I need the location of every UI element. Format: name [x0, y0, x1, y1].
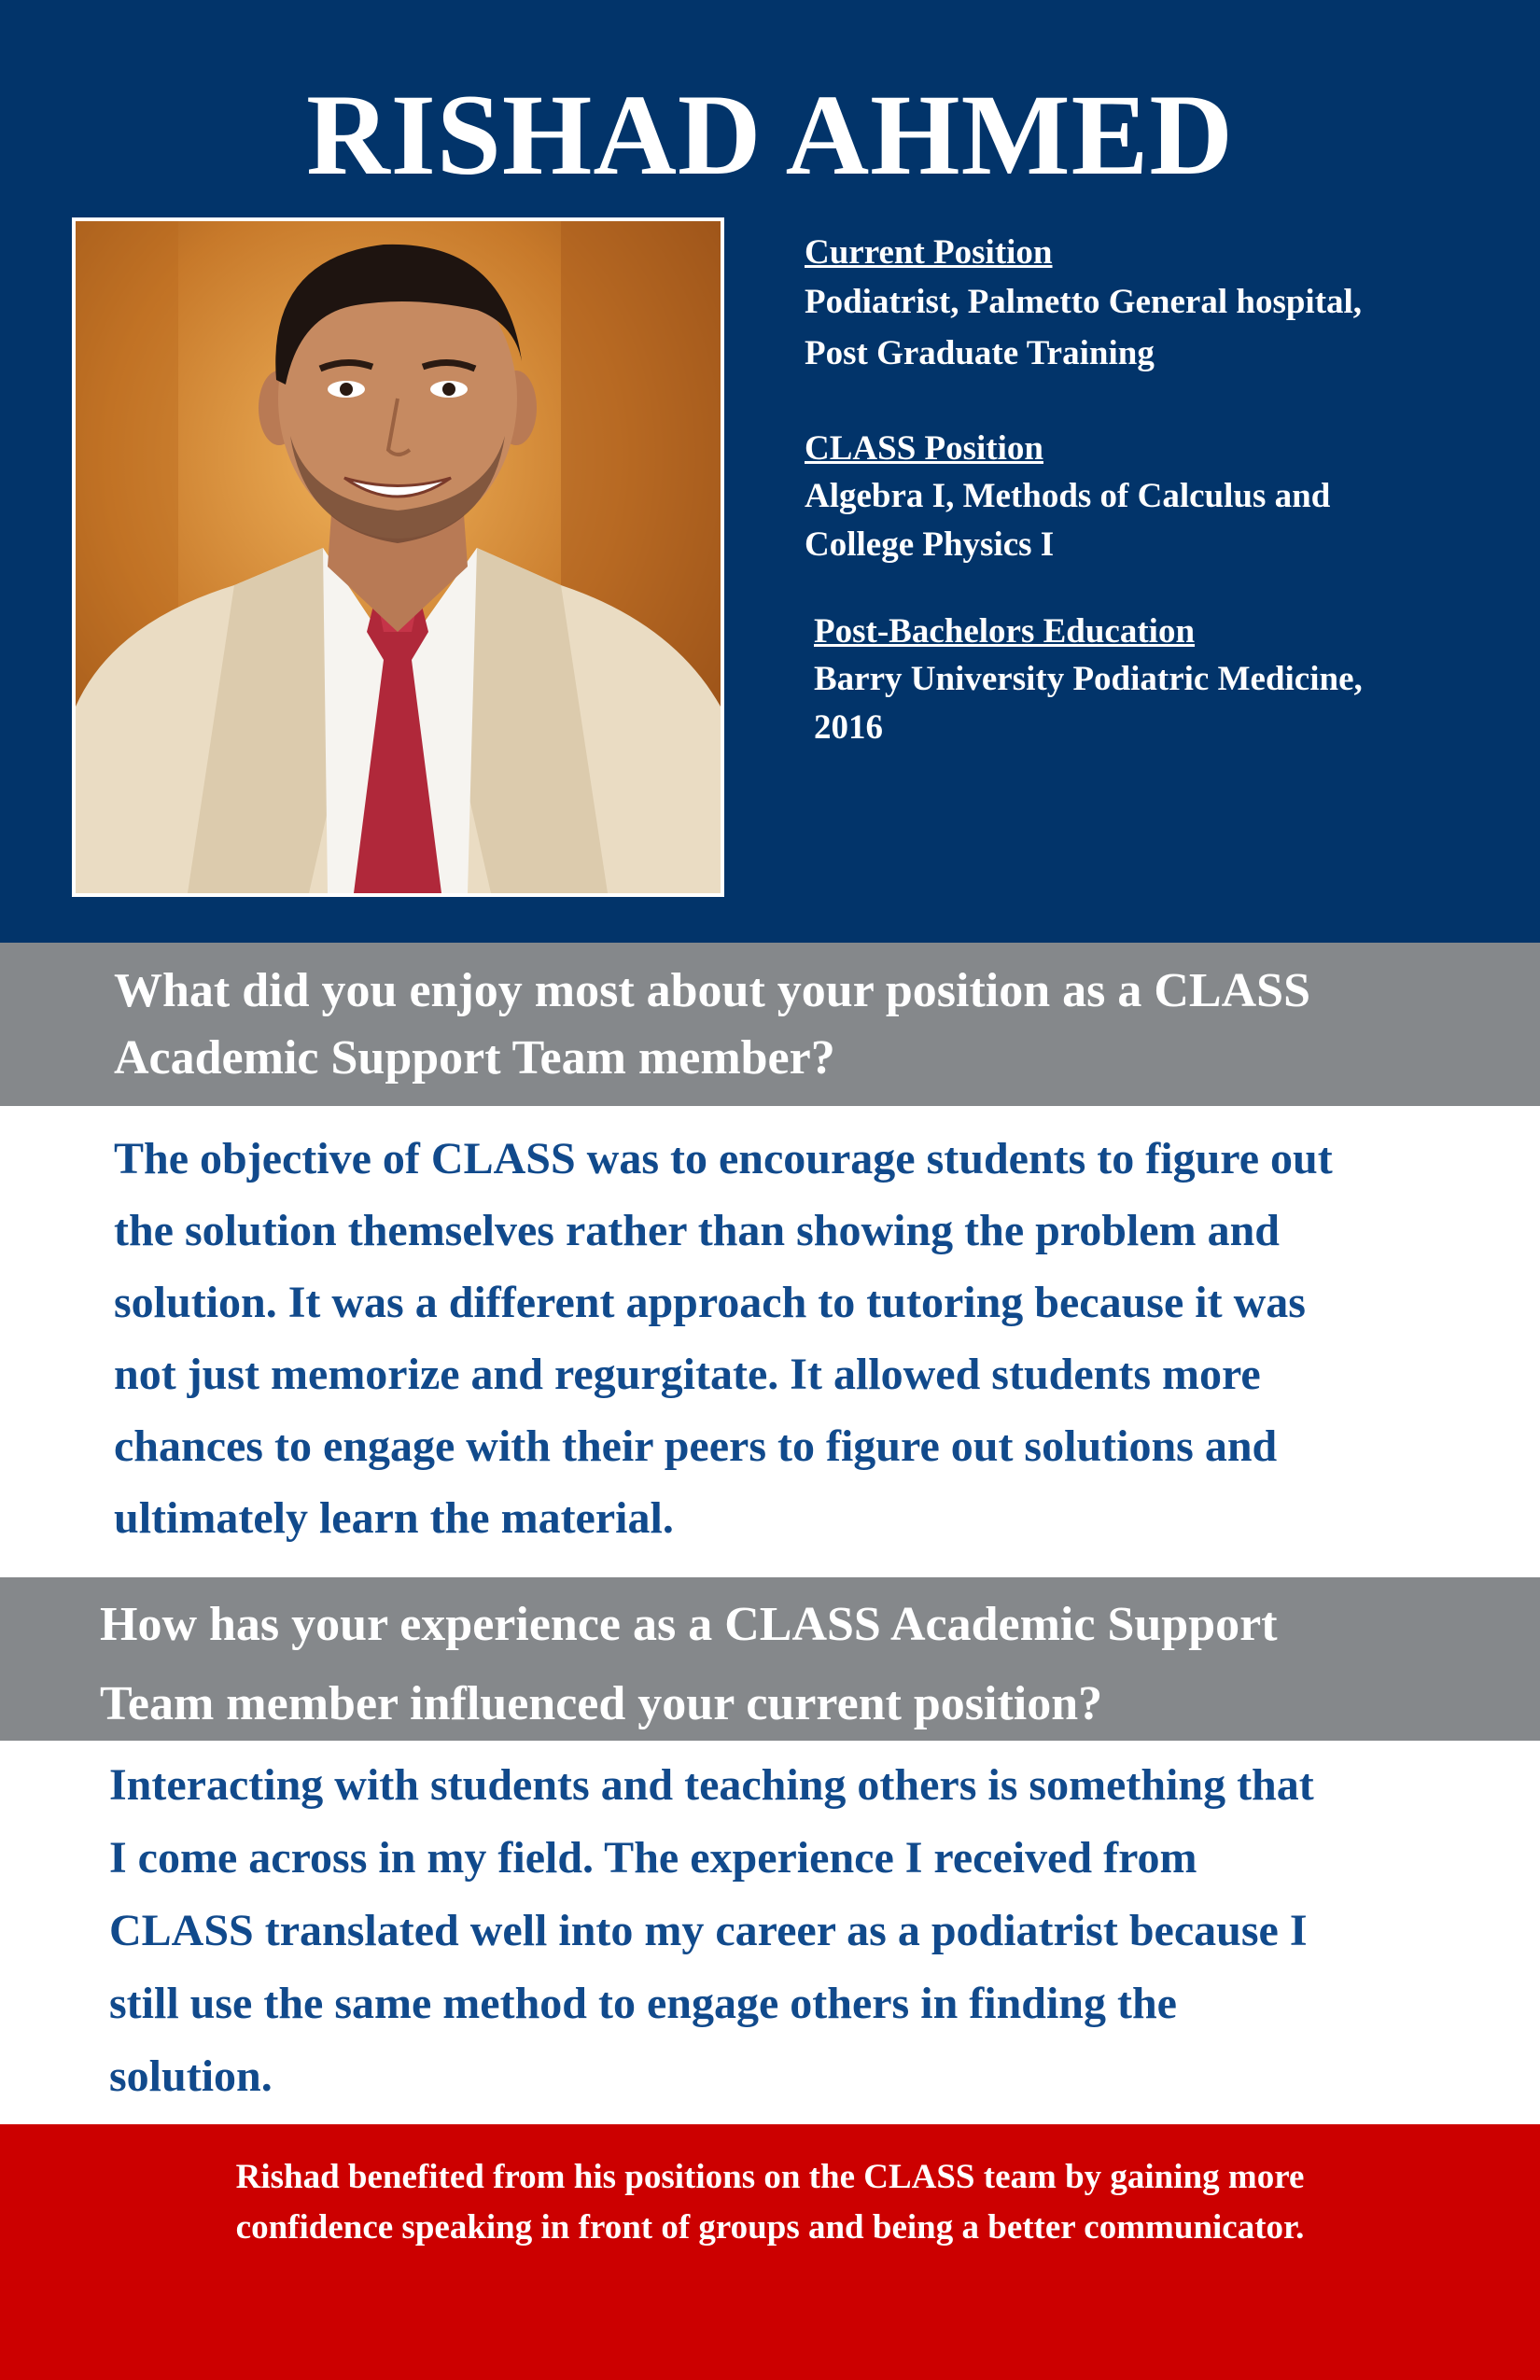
current-position-line: Post Graduate Training	[805, 334, 1155, 372]
portrait-illustration	[76, 221, 721, 893]
answer-line: not just memorize and regurgitate. It allowed students more	[114, 1350, 1261, 1399]
answer-line: ultimately learn the material.	[114, 1493, 674, 1543]
education-label: Post-Bachelors Education	[814, 612, 1196, 651]
answer-line: solution. It was a different approach to tutoring because it was	[114, 1278, 1306, 1327]
answer-line: chances to engage with their peers to figure out solutions and	[114, 1421, 1278, 1471]
education-block	[814, 609, 1363, 752]
question-text	[100, 1585, 1278, 1743]
question-band	[0, 943, 1540, 1106]
current-position-line: Podiatrist, Palmetto General hospital,	[805, 283, 1363, 321]
answer-line: solution.	[109, 2051, 273, 2101]
footer-text	[0, 2152, 1540, 2253]
education-line: 2016	[814, 708, 883, 747]
class-position-block	[805, 426, 1330, 569]
answer-line: still use the same method to engage others in finding the	[109, 1979, 1177, 2028]
class-position-line: Algebra I, Methods of Calculus and	[805, 477, 1331, 515]
footer-line: Rishad benefited from his positions on the CLASS team by gaining more	[235, 2158, 1305, 2196]
question-line: Academic Support Team member?	[114, 1031, 835, 1085]
question-band	[0, 1577, 1540, 1741]
answer-line: the solution themselves rather than showing the problem and	[114, 1206, 1280, 1255]
class-position-label: CLASS Position	[805, 429, 1043, 468]
current-position-label: Current Position	[805, 233, 1053, 272]
answer-line: Interacting with students and teaching others is something that	[109, 1760, 1314, 1810]
current-position-block	[805, 230, 1362, 379]
answer-line: CLASS translated well into my career as a podiatrist because I	[109, 1906, 1308, 1955]
education-line: Barry University Podiatric Medicine,	[814, 660, 1363, 698]
answer-line: The objective of CLASS was to encourage students to figure out	[114, 1134, 1333, 1183]
question-line: Team member influenced your current position?	[100, 1677, 1103, 1730]
question-line: What did you enjoy most about your position as a CLASS	[114, 964, 1310, 1017]
footer-panel	[0, 2124, 1540, 2380]
answer-text	[114, 1123, 1333, 1554]
class-position-line: College Physics I	[805, 525, 1055, 564]
profile-name: RISHAD AHMED	[306, 71, 1234, 199]
answer-line: I come across in my field. The experience I received from	[109, 1833, 1197, 1883]
question-text	[114, 958, 1310, 1092]
answer-text	[109, 1749, 1314, 2113]
question-line: How has your experience as a CLASS Academic Support	[100, 1598, 1278, 1651]
profile-photo	[72, 217, 724, 897]
header-panel	[0, 0, 1540, 943]
footer-line: confidence speaking in front of groups and being a better communicator.	[235, 2208, 1305, 2247]
